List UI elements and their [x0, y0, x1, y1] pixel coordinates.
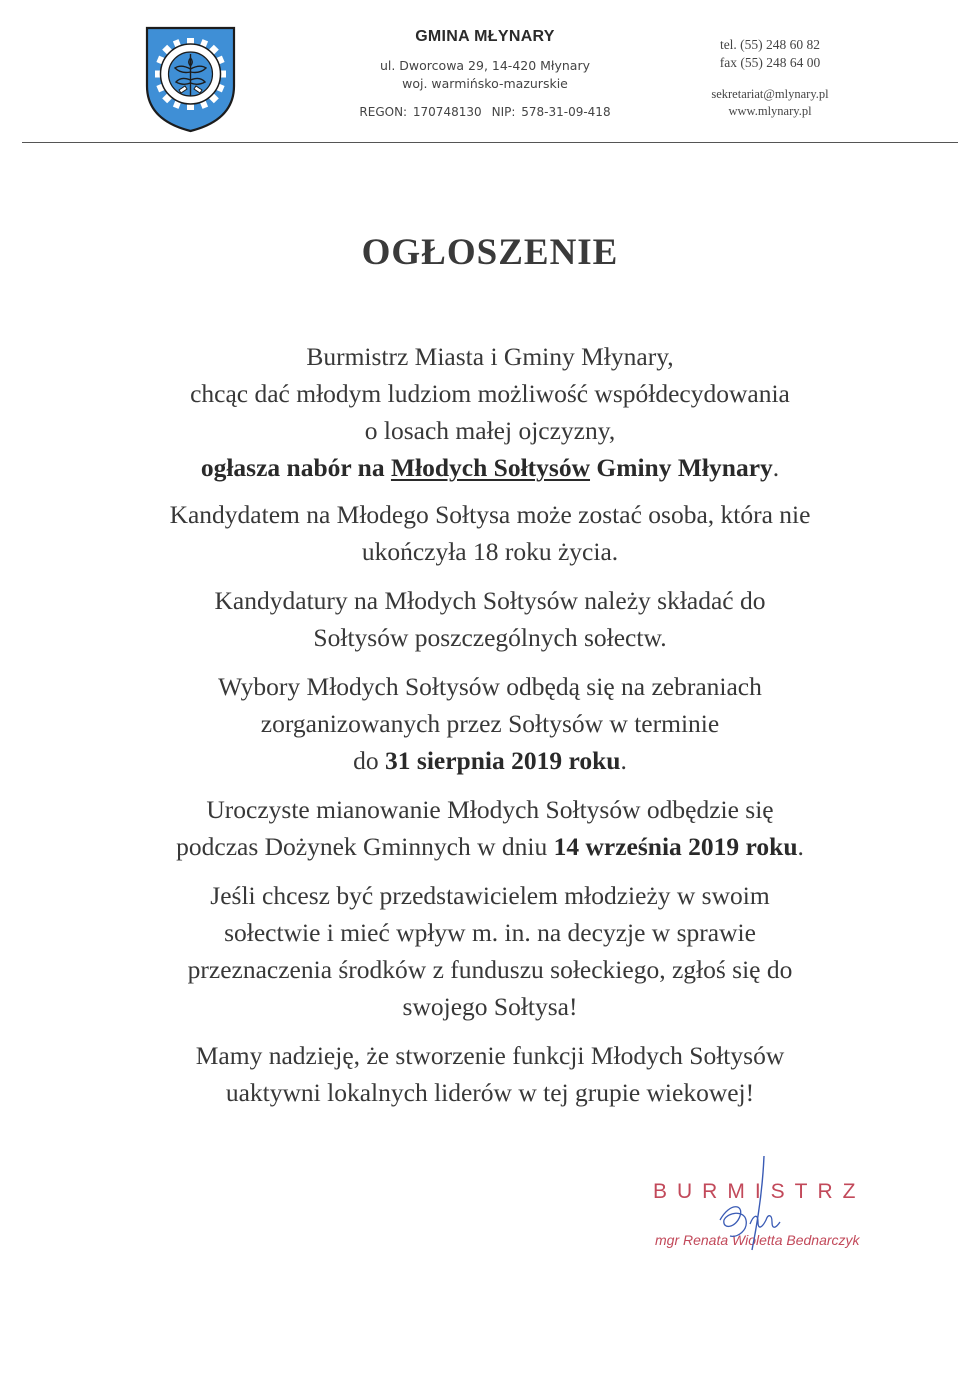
regon-number: REGON: 170748130	[359, 105, 482, 119]
organization-name: GMINA MŁYNARY	[415, 28, 555, 45]
address-line-2: woj. warmińsko-mazurskie	[402, 76, 568, 91]
gear-crest-icon	[143, 24, 238, 134]
body-line: Kandydatem na Młodego Sołtysa może zostać osoba, która nie	[169, 500, 811, 529]
phone-number: tel. (55) 248 60 82	[719, 37, 821, 52]
paragraph-elections	[90, 668, 890, 779]
body-line: swojego Sołtysa!	[402, 992, 578, 1021]
letterhead-contact	[690, 36, 850, 120]
signature-role-stamp: BURMISTRZ	[653, 1180, 866, 1203]
fax-number: fax (55) 248 64 00	[719, 55, 821, 70]
body-line: Mamy nadzieję, że stworzenie funkcji Młodych Sołtysów	[195, 1041, 785, 1070]
election-deadline: 31 sierpnia 2019 roku	[385, 746, 621, 775]
address-line-1: ul. Dworcowa 29, 14-420 Młynary	[379, 58, 591, 73]
body-line: Kandydatury na Młodych Sołtysów należy składać do	[214, 586, 766, 615]
body-line: Burmistrz Miasta i Gminy Młynary,	[306, 342, 674, 371]
header-divider	[22, 142, 958, 143]
website-address: www.mlynary.pl	[728, 104, 812, 118]
body-line: przeznaczenia środków z funduszu sołeckiego, zgłoś się do	[187, 955, 793, 984]
body-line: Jeśli chcesz być przedstawicielem młodzieży w swoim	[210, 881, 770, 910]
document-title: OGŁOSZENIE	[361, 232, 619, 273]
paragraph-ceremony	[90, 791, 890, 865]
body-line: ukończyła 18 roku życia.	[361, 537, 619, 566]
handwritten-signature	[700, 1150, 810, 1260]
body-line: zorganizowanych przez Sołtysów w terminie	[260, 709, 720, 738]
body-line: Sołtysów poszczególnych sołectw.	[313, 623, 667, 652]
body-line: do 31 sierpnia 2019 roku.	[353, 746, 627, 775]
paragraph-invitation	[90, 877, 890, 1025]
paragraph-closing	[90, 1037, 890, 1111]
letterhead-center	[330, 28, 640, 119]
registry-ids	[330, 105, 640, 119]
body-line: o losach małej ojczyzny,	[364, 416, 616, 445]
underlined-phrase: Młodych Sołtysów	[390, 453, 591, 482]
paragraph-eligibility	[90, 496, 890, 570]
paragraph-submission	[90, 582, 890, 656]
body-line: Uroczyste mianowanie Młodych Sołtysów odbędzie się	[206, 795, 774, 824]
signature-name-stamp: mgr Renata Wioletta Bednarczyk	[655, 1232, 860, 1248]
ceremony-date: 14 września 2019 roku	[553, 832, 798, 861]
body-line: chcąc dać młodym ludziom możliwość współdecydowania	[190, 379, 790, 408]
body-line-bold: ogłasza nabór na Młodych Sołtysów Gminy Młynary.	[200, 453, 780, 482]
body-line: sołectwie i mieć wpływ m. in. na decyzje w sprawie	[224, 918, 756, 947]
body-line: uaktywni lokalnych liderów w tej grupie wiekowej!	[225, 1078, 755, 1107]
email-address: sekretariat@mlynary.pl	[711, 87, 829, 101]
nip-number: NIP: 578-31-09-418	[491, 105, 611, 119]
paragraph-intro	[90, 338, 890, 486]
body-line: Wybory Młodych Sołtysów odbędą się na zebraniach	[218, 672, 762, 701]
body-line: podczas Dożynek Gminnych w dniu 14 września 2019 roku.	[176, 832, 804, 861]
announcement-body	[90, 338, 890, 1123]
